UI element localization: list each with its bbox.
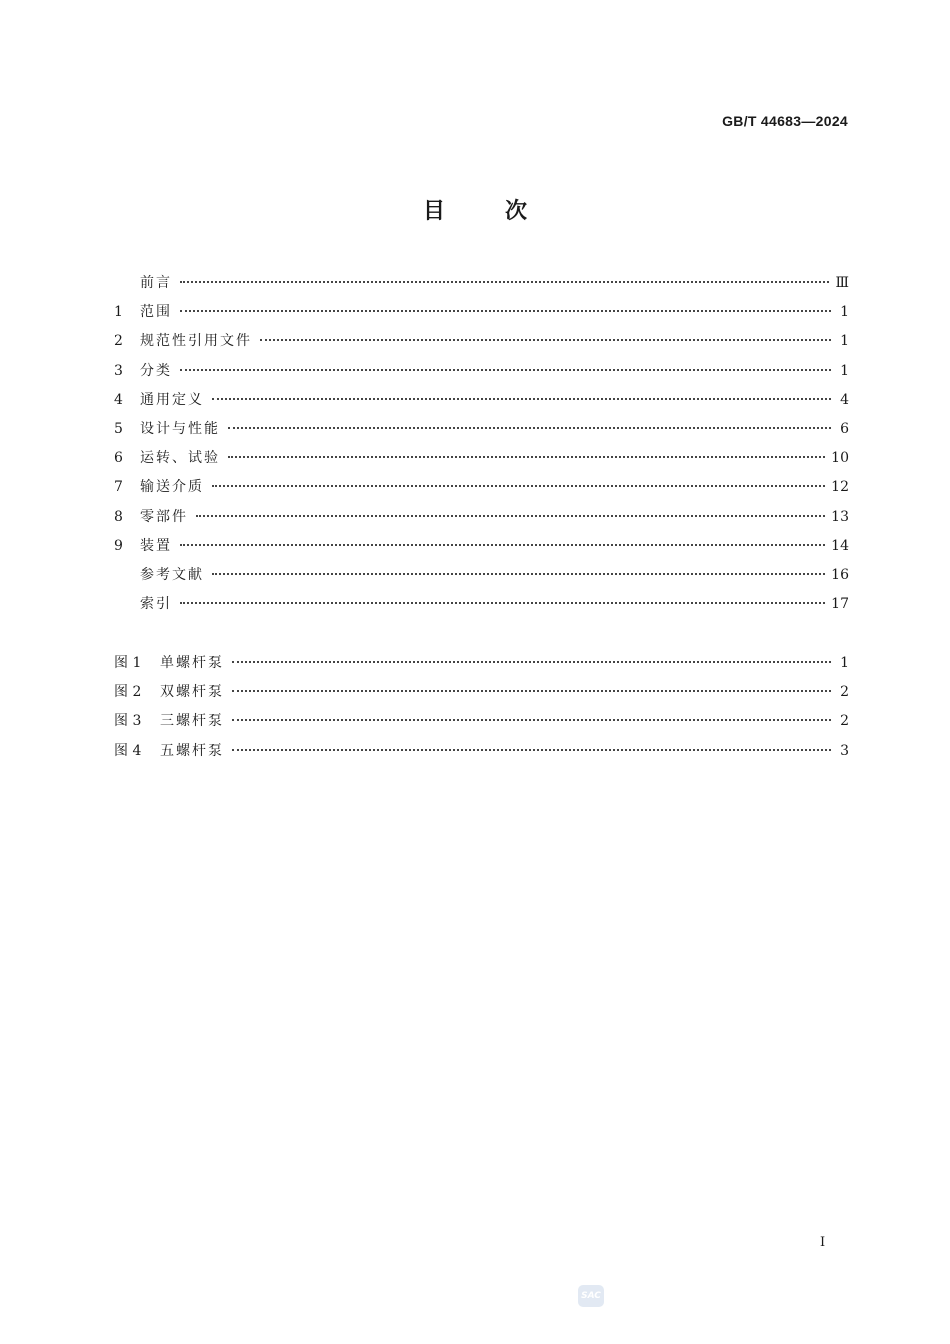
entry-page: 13 xyxy=(831,508,849,525)
entry-label: 前言 xyxy=(140,275,172,291)
entry-page: 1 xyxy=(840,333,849,350)
dot-leader xyxy=(196,515,825,517)
figure-page: 3 xyxy=(840,742,849,759)
figure-number: 图 2 xyxy=(114,684,142,701)
dot-leader xyxy=(180,369,831,371)
toc-entry-design-performance[interactable] xyxy=(114,418,849,447)
figure-page: 1 xyxy=(840,655,849,671)
toc-entry-bibliography[interactable] xyxy=(114,564,849,593)
toc-entry-media[interactable] xyxy=(114,476,849,505)
entry-page: 12 xyxy=(831,479,849,496)
toc-entry-index[interactable] xyxy=(114,593,849,622)
entry-label: 索引 xyxy=(140,596,172,613)
figure-label: 三螺杆泵 xyxy=(160,713,224,730)
figure-entry-3[interactable] xyxy=(114,710,849,739)
entry-page: 10 xyxy=(831,450,849,467)
entry-label: 参考文献 xyxy=(140,566,204,583)
table-of-contents xyxy=(114,272,849,622)
entry-number: 7 xyxy=(114,479,123,496)
dot-leader xyxy=(180,281,829,283)
figure-entry-2[interactable] xyxy=(114,681,849,710)
toc-entry-components[interactable] xyxy=(114,506,849,535)
entry-number: 1 xyxy=(114,304,123,321)
page-number: I xyxy=(820,1235,826,1250)
figure-label: 单螺杆泵 xyxy=(160,655,224,671)
title-char-1: 目 xyxy=(422,199,445,224)
dot-leader xyxy=(180,602,825,604)
list-of-figures xyxy=(114,652,849,769)
entry-label: 输送介质 xyxy=(140,479,204,496)
dot-leader xyxy=(228,427,831,429)
figure-entry-4[interactable] xyxy=(114,740,849,769)
page-title xyxy=(0,194,950,225)
toc-entry-scope[interactable] xyxy=(114,301,849,330)
toc-entry-operation-testing[interactable] xyxy=(114,447,849,476)
entry-number: 5 xyxy=(114,420,123,437)
toc-entry-foreword[interactable] xyxy=(114,272,849,301)
sac-logo-watermark: SAC xyxy=(578,1285,604,1307)
entry-page: 4 xyxy=(840,391,849,408)
dot-leader xyxy=(228,456,825,458)
entry-label: 范围 xyxy=(140,304,172,321)
entry-page: 6 xyxy=(840,420,849,437)
dot-leader xyxy=(232,719,831,721)
entry-number: 6 xyxy=(114,450,123,467)
figure-entry-1[interactable] xyxy=(114,652,849,681)
entry-page: Ⅲ xyxy=(835,275,849,291)
entry-label: 零部件 xyxy=(140,508,188,525)
figure-number: 图 4 xyxy=(114,742,142,759)
entry-label: 分类 xyxy=(140,362,172,379)
figure-number: 图 3 xyxy=(114,713,142,730)
dot-leader xyxy=(260,339,831,341)
entry-label: 设计与性能 xyxy=(140,420,220,437)
dot-leader xyxy=(232,690,831,692)
dot-leader xyxy=(180,310,831,312)
toc-entry-classification[interactable] xyxy=(114,360,849,389)
dot-leader xyxy=(212,398,831,400)
entry-page: 1 xyxy=(840,304,849,321)
entry-number: 8 xyxy=(114,508,123,525)
toc-entry-devices[interactable] xyxy=(114,535,849,564)
figure-number: 图 1 xyxy=(114,655,142,671)
entry-page: 1 xyxy=(840,362,849,379)
dot-leader xyxy=(232,661,831,663)
figure-page: 2 xyxy=(840,684,849,701)
entry-label: 装置 xyxy=(140,537,172,554)
entry-page: 14 xyxy=(831,537,849,554)
entry-label: 运转、试验 xyxy=(140,450,220,467)
entry-label: 通用定义 xyxy=(140,391,204,408)
dot-leader xyxy=(180,544,825,546)
entry-number: 9 xyxy=(114,537,123,554)
entry-page: 17 xyxy=(831,596,849,613)
figure-label: 五螺杆泵 xyxy=(160,742,224,759)
entry-page: 16 xyxy=(831,566,849,583)
standard-code: GB/T 44683—2024 xyxy=(722,113,848,129)
title-char-2: 次 xyxy=(505,199,528,224)
toc-entry-normative-references[interactable] xyxy=(114,330,849,359)
entry-label: 规范性引用文件 xyxy=(140,333,252,350)
dot-leader xyxy=(212,573,825,575)
toc-entry-general-definitions[interactable] xyxy=(114,389,849,418)
figure-page: 2 xyxy=(840,713,849,730)
entry-number: 4 xyxy=(114,391,123,408)
figure-label: 双螺杆泵 xyxy=(160,684,224,701)
entry-number: 3 xyxy=(114,362,123,379)
dot-leader xyxy=(212,485,825,487)
dot-leader xyxy=(232,749,831,751)
entry-number: 2 xyxy=(114,333,123,350)
